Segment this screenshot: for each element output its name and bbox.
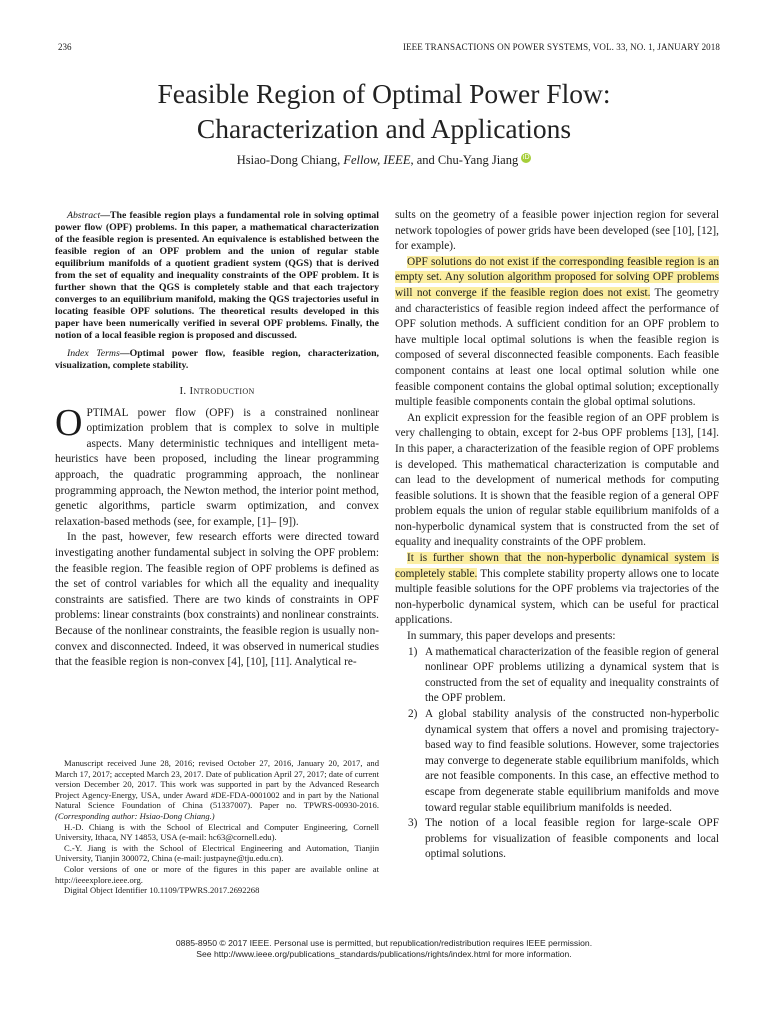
- index-terms-body: —Optimal power flow, feasible region, characterization, visualization, complete stability.: [55, 348, 379, 371]
- title-line-2: Characterization and Applications: [196, 113, 572, 144]
- index-terms-label: Index Terms: [67, 348, 120, 359]
- abstract-label: Abstract: [67, 210, 101, 221]
- footnote-color-versions: Color versions of one or more of the figures in this paper are available online at http://ieeexplore.ieee.org.: [55, 863, 379, 885]
- copyright-footer: [0, 938, 768, 960]
- author-2: Chu-Yang Jiang: [437, 153, 519, 167]
- list-item-text: A global stability analysis of the constructed non-hyperbolic dynamical system that offers a novel and promising trajectory-based way to find feasible solutions. However, some trajectories may converge to degenerate stable equilibrium manifolds, which are not feasible components. In this case, an effective method to escape from degenerate stable equilibrium manifolds and move toward regular stable equilibrium manifolds is needed.: [425, 708, 719, 814]
- highlight-1: OPF solutions do not exist if the corresponding feasible region is an empty set. Any solution algorithm proposed for solving OPF problems will not converge if the feasible region does not exist.: [395, 255, 719, 299]
- footnote-author-1: H.-D. Chiang is with the School of Electrical and Computer Engineering, Cornell University, Ithaca, NY 14853, USA (e-mail: hc63@cornell.edu).: [55, 821, 379, 843]
- intro-paragraph-1: [55, 401, 379, 531]
- abstract: [55, 210, 379, 342]
- list-item-number: 2): [408, 708, 418, 720]
- list-item: [395, 707, 719, 816]
- title-line-1: Feasible Region of Optimal Power Flow:: [157, 78, 611, 109]
- right-paragraph-2-rest: The geometry and characteristics of feasible region indeed affect the performance of OPF solution methods. A sufficient condition for an OPF problem to have multiple local optimal solutions is when the feasible region is composed of several disconnected feasible components. Each feasible component contains at least one local optimal solution while one feasible component contains the global optimal solution; exceptionally multiple feasible components contain the global optimal solutions.: [395, 286, 719, 409]
- right-paragraph-4: [395, 551, 719, 629]
- list-item-text: The notion of a local feasible region for large-scale OPF problems for visualization of feasible components and local optimal solutions.: [425, 817, 719, 861]
- contribution-list: [395, 645, 719, 863]
- right-column: [395, 208, 719, 863]
- list-item-number: 1): [408, 645, 418, 658]
- intro-paragraph-1-text: PTIMAL power flow (OPF) is a constrained nonlinear optimization problem that is complex to solve in multiple aspects. Many deterministic techniques and intelligent meta-heuristics have been proposed, including the linear programming approach, the quadratic programming approach, the nonlinear programming approach, the Newton method, the interior point method, genetic algorithms, particle swarm optimization, and convex relaxation-based methods (see, for example, [1]– [9]).: [55, 406, 379, 528]
- right-paragraph-4-rest: This complete stability property allows one to locate multiple feasible solutions for the OPF problems via trajectories of the non-hyperbolic dynamical system, which can be useful for practical applications.: [395, 567, 719, 627]
- author-line: [0, 153, 768, 168]
- section-heading-introduction: [55, 384, 379, 400]
- section-title: Introduction: [189, 385, 255, 397]
- list-item-number: 3): [408, 817, 418, 830]
- drop-cap: O: [55, 401, 83, 444]
- right-paragraph-5: In summary, this paper develops and presents:: [407, 630, 616, 643]
- footnote-manuscript-text: Manuscript received June 28, 2016; revised October 27, 2016, January 20, 2017, and March 17, 2017; accepted March 23, 2017. Date of publication April 27, 2017; date of current version December 20, 2017. This work was supported in part by the Advanced Research Project Agency-Energy, USA, under Award #DE-FDA-0001002 and in part by the National Natural Science Foundation of China (51337007). Paper no. TPWRS-00930-2016.: [55, 758, 379, 811]
- author-connector: , and: [410, 153, 438, 167]
- right-paragraph-1: sults on the geometry of a feasible power injection region for several network topologies of power grids have been developed (see [10], [12], for example).: [395, 209, 719, 253]
- index-terms: [55, 348, 379, 372]
- orcid-icon[interactable]: iD: [522, 154, 530, 161]
- section-numeral: I.: [179, 385, 190, 397]
- footnote-corresponding: (Corresponding author: Hsiao-Dong Chiang.): [55, 810, 215, 821]
- page-number: 236: [58, 42, 72, 52]
- highlight-2: It is further shown that the non-hyperbolic dynamical system is completely stable.: [395, 552, 719, 580]
- left-column: [55, 210, 379, 671]
- right-paragraph-2: [395, 255, 719, 411]
- list-item: [395, 816, 719, 863]
- footnotes: [55, 758, 379, 896]
- copyright-line-1: 0885-8950 © 2017 IEEE. Personal use is permitted, but republication/redistribution requires IEEE permission.: [175, 938, 593, 948]
- list-item-text: A mathematical characterization of the feasible region of general nonlinear OPF problems utilizing a dynamical system that is constructed from the set of equality and inequality constraints of the OPF problem.: [425, 645, 719, 705]
- paper-title: [0, 76, 768, 146]
- abstract-body: —The feasible region plays a fundamental role in solving optimal power flow (OPF) problems. In this paper, a mathematical characterization of the feasible region is presented. An equivalence is established between the feasible region of an OPF problem and the union of regular stable equilibrium manifolds of a quotient gradient system (QGS) that is derived from the set of equality and inequality constraints of the OPF problem. It is further shown that the QGS is completely stable and that each trajectory converges to an equilibrium manifold, making the QGS trajectories useful in locating feasible OPF solutions. The theoretical results developed in this paper have been numerically verified in several OPF problems. Finally, the notion of a local feasible region is proposed and discussed.: [55, 210, 379, 341]
- author-1: Hsiao-Dong Chiang,: [236, 153, 344, 167]
- right-paragraph-3: An explicit expression for the feasible region of an OPF problem is very challenging to obtain, except for 2-bus OPF problems [13], [14]. In this paper, a characterization of the feasible region of OPF problems is developed. This mathematical characterization is computable and can lead to the development of numerical methods for computing feasible solutions. It is shown that the feasible region of a general OPF problem equals the union of regular stable equilibrium manifolds of a non-hyperbolic dynamical system that is constructed from the set of equality and inequality constraints of the OPF problem.: [395, 411, 719, 549]
- copyright-line-2: See http://www.ieee.org/publications_standards/publications/rights/index.html for more information.: [196, 949, 572, 959]
- intro-paragraph-2: In the past, however, few research efforts were directed toward investigating another fundamental subject in solving the OPF problem: the feasible region. The feasible region of OPF problems is defined as the set of control variables for which all the equality and inequality constraints are satisfied. There are two kinds of constraints in OPF problems: linear constraints (box constraints) and nonlinear constraints. Because of the nonlinear constraints, the feasible region is usually non-convex and disconnected. Indeed, it was observed in numerical studies that the feasible region is non-convex [4], [10], [11]. Analytical re-: [55, 531, 379, 669]
- author-1-grade: Fellow, IEEE: [343, 153, 411, 167]
- running-header: IEEE TRANSACTIONS ON POWER SYSTEMS, VOL. 33, NO. 1, JANUARY 2018: [402, 42, 720, 52]
- footnote-manuscript: [55, 758, 379, 822]
- list-item: [395, 645, 719, 707]
- footnote-author-2: C.-Y. Jiang is with the School of Electrical Engineering and Automation, Tianjin University, Tianjin 300072, China (e-mail: justpayne@tju.edu.cn).: [55, 842, 379, 864]
- footnote-doi: Digital Object Identifier 10.1109/TPWRS.2017.2692268: [64, 885, 260, 896]
